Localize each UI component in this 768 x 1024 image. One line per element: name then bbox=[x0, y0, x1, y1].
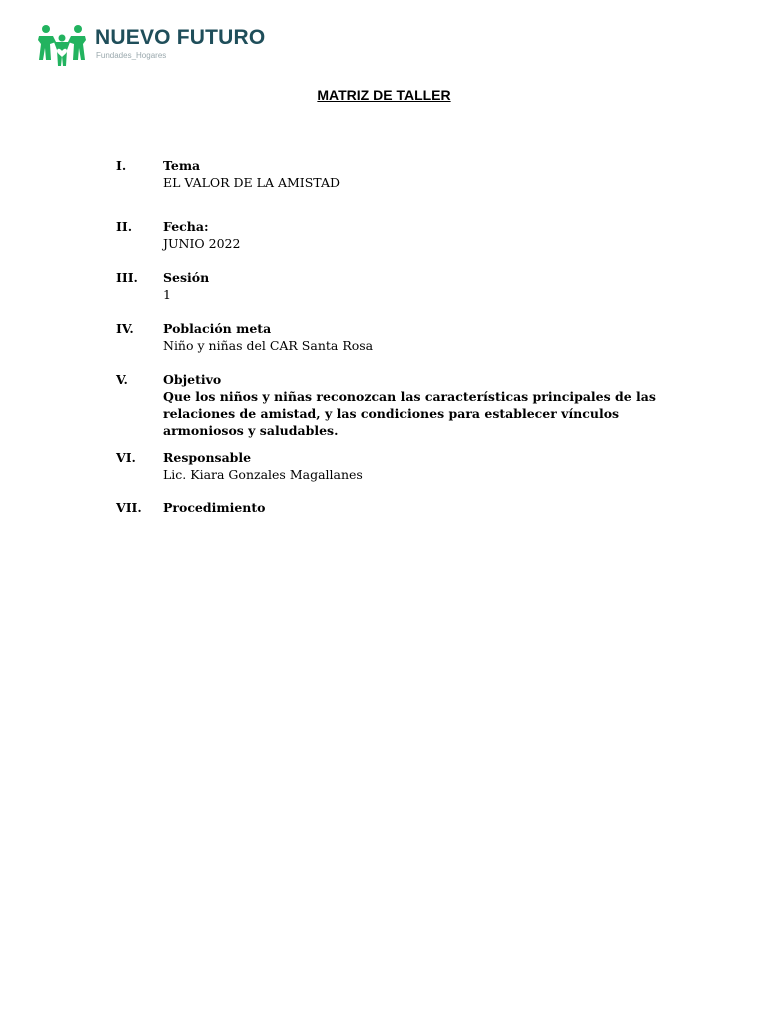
document-title: MATRIZ DE TALLER bbox=[317, 87, 451, 103]
section-value: Que los niños y niñas reconozcan las características principales de las relaciones de amistad, y las condiciones para establecer vínculos armoniosos y saludables. bbox=[163, 389, 656, 438]
section-heading: Fecha: bbox=[163, 219, 209, 234]
brand-name: NUEVO FUTURO bbox=[95, 26, 266, 49]
section-value: JUNIO 2022 bbox=[163, 236, 241, 251]
section-heading: Población meta bbox=[163, 321, 272, 336]
section-number: IV. bbox=[116, 321, 134, 336]
section-number: V. bbox=[116, 372, 128, 387]
section-value: 1 bbox=[163, 287, 171, 302]
section-heading: Objetivo bbox=[163, 372, 222, 387]
section-heading: Procedimiento bbox=[163, 500, 266, 515]
section-number: III. bbox=[116, 270, 138, 285]
section-heading: Tema bbox=[163, 158, 201, 173]
section-number: I. bbox=[116, 158, 127, 173]
section-value: Niño y niñas del CAR Santa Rosa bbox=[163, 338, 374, 353]
section-heading: Sesión bbox=[163, 270, 210, 285]
section-number: VII. bbox=[116, 500, 142, 515]
section-number: VI. bbox=[116, 450, 136, 465]
section-value: EL VALOR DE LA AMISTAD bbox=[163, 175, 340, 190]
brand-tagline: Fundades_Hogares bbox=[96, 51, 167, 60]
family-logo-icon bbox=[38, 24, 86, 68]
section-heading: Responsable bbox=[163, 450, 252, 465]
section-value: Lic. Kiara Gonzales Magallanes bbox=[163, 467, 363, 482]
brand-logo bbox=[38, 24, 266, 70]
section-number: II. bbox=[116, 219, 133, 234]
